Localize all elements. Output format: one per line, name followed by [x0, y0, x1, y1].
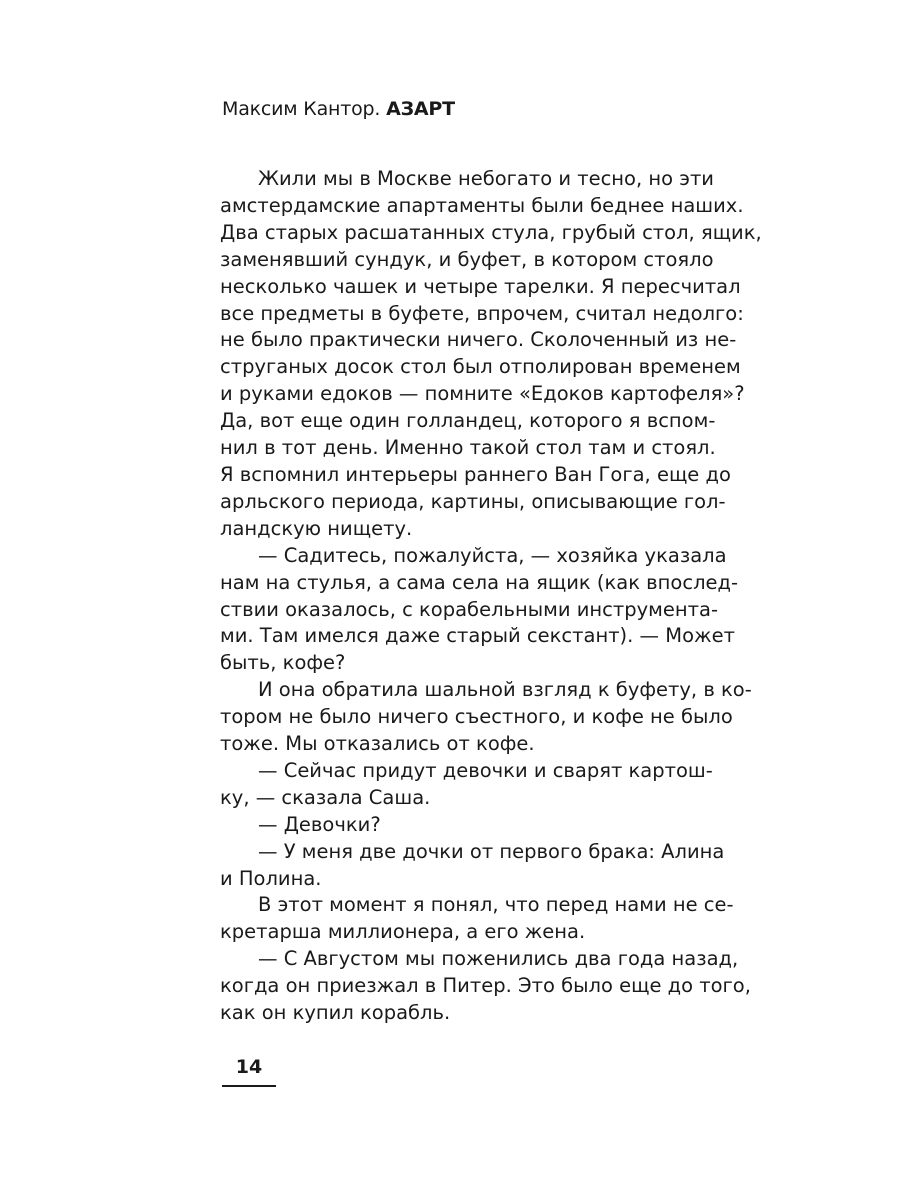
text-line: тоже. Мы отказались от кофе.: [220, 732, 535, 756]
text-line: как он купил корабль.: [220, 1001, 451, 1025]
text-line: когда он приезжал в Питер. Это было еще до того,: [220, 974, 751, 998]
running-head: [222, 98, 455, 120]
text-line: кретарша миллионера, а его жена.: [220, 920, 586, 944]
text-line: ландскую нищету.: [220, 516, 413, 540]
text-line: И она обратила шальной взгляд к буфету, в ко-: [258, 678, 752, 702]
text-line: все предметы в буфете, впрочем, считал недолго:: [220, 301, 744, 325]
text-line: — Сейчас придут девочки и сварят картош-: [258, 758, 713, 782]
text-line: ствии оказалось, с корабельными инструмента-: [220, 597, 718, 621]
paragraph: [220, 543, 739, 678]
text-line: не было практически ничего. Сколоченный из не-: [220, 328, 737, 352]
paragraph: [220, 677, 752, 758]
text-line: ку, — сказала Саша.: [220, 785, 431, 809]
paragraph: [220, 892, 734, 946]
page-number: 14: [235, 1056, 263, 1078]
running-head-author: Максим Кантор.: [222, 98, 381, 120]
text-line: Жили мы в Москве небогато и тесно, но эти: [258, 167, 714, 190]
paragraph: [220, 946, 751, 1027]
text-line: Да, вот еще один голландец, которого я вспом-: [220, 409, 716, 433]
text-line: нил в тот день. Именно такой стол там и стоял.: [220, 436, 716, 460]
text-line: заменявший сундук, и буфет, в котором стояло: [220, 247, 714, 271]
running-head-title: АЗАРТ: [386, 98, 455, 120]
paragraph: [220, 166, 762, 543]
text-line: Два старых расшатанных стула, грубый стол, ящик,: [220, 220, 762, 244]
text-line: — Садитесь, пожалуйста, — хозяйка указала: [258, 543, 727, 567]
text-line: и Полина.: [220, 866, 322, 890]
text-line: быть, кофе?: [220, 651, 346, 675]
page-number-rule: [222, 1085, 276, 1087]
text-line: и руками едоков — помните «Едоков картофеля»?: [220, 382, 745, 406]
text-line: несколько чашек и четыре тарелки. Я пересчитал: [220, 274, 741, 298]
text-line: арльского периода, картины, описывающие гол-: [220, 489, 726, 513]
paragraph: [220, 839, 725, 893]
body-text: [220, 166, 762, 1027]
text-line: — У меня две дочки от первого брака: Алина: [258, 839, 725, 863]
text-line: ми. Там имелся даже старый секстант). — Может: [220, 624, 735, 648]
text-line: — С Августом мы поженились два года назад,: [258, 947, 739, 971]
text-line: Я вспомнил интерьеры раннего Ван Гога, еще до: [220, 462, 731, 486]
text-line: В этот момент я понял, что перед нами не се-: [258, 893, 734, 917]
text-line: струганых досок стол был отполирован временем: [220, 355, 741, 379]
text-line: нам на стулья, а сама села на ящик (как впослед-: [220, 570, 739, 594]
paragraph: [220, 758, 713, 812]
text-line: тором не было ничего съестного, и кофе не было: [220, 705, 733, 729]
text-line: — Девочки?: [258, 812, 381, 836]
text-line: амстердамские апартаменты были беднее наших.: [220, 193, 744, 217]
paragraph: [220, 812, 686, 839]
